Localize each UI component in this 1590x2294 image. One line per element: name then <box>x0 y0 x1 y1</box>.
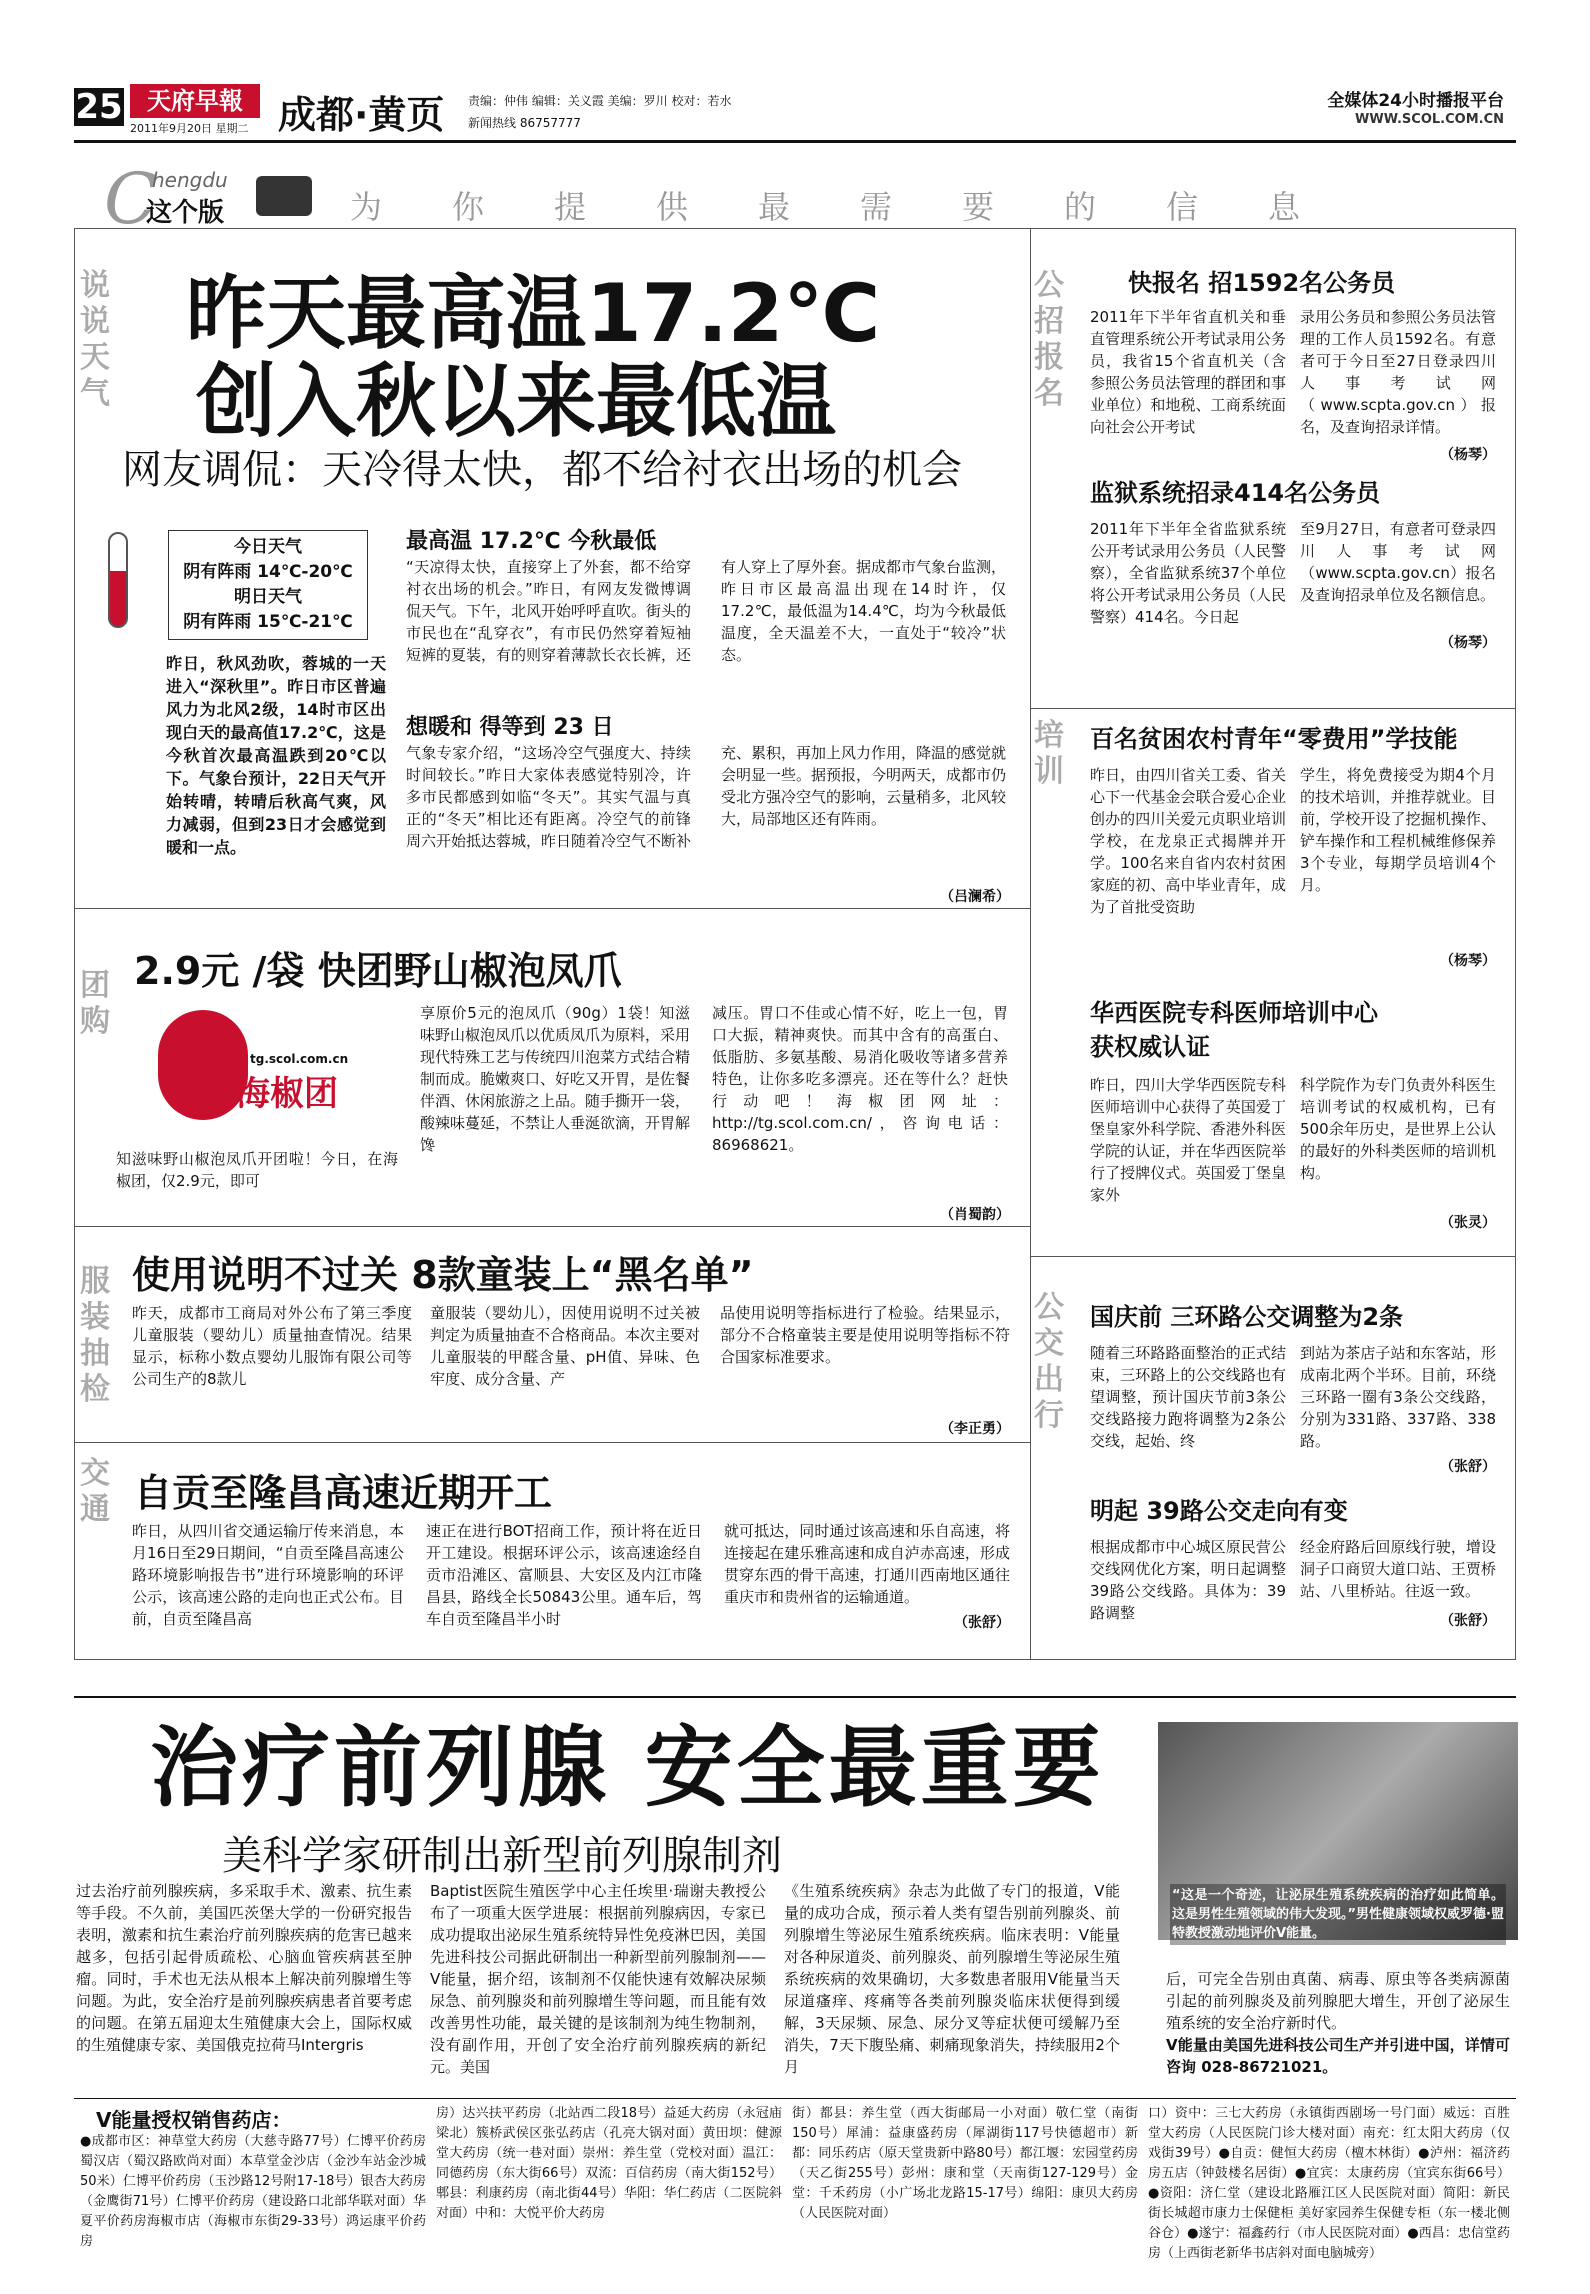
telephone-icon <box>256 176 312 216</box>
training-text-2-right: 科学院作为专门负责外科医生培训考试的权威机构，已有500余年历史，是世界上公认的最好的外科类医师的培训机构。 <box>1300 1076 1496 1182</box>
shops-title: V能量授权销售药店： <box>96 2108 292 2132</box>
label-training: 培训 <box>1034 718 1064 789</box>
section-title: 成都·黄页 <box>278 93 445 137</box>
weather-subhead-b: 想暖和 得等到 23 日 <box>406 715 614 740</box>
groupbuy-text-mid: 享原价5元的泡凤爪（90g）1袋！知滋味野山椒泡凤爪以优质凤爪为原料，采用现代特殊工艺与传统四川泡菜方式结合精制而成。脆嫩爽口、好吃又开胃，是佐餐伴酒、休闲旅游之上品。随手撕开一袋，酸辣味蔓延，不禁让人垂涎欲滴，开胃解馋 <box>420 1004 691 1154</box>
tomorrow-forecast: 阴有阵雨 15℃-21℃ <box>183 612 353 632</box>
groupbuy-brand-url: tg.scol.com.cn <box>250 1052 349 1066</box>
column-divider <box>1030 228 1031 1660</box>
bus-byline-1: （张舒） <box>1440 1459 1496 1475</box>
weather-subtitle: 网友调侃：天冷得太快，都不给衬衣出场的机会 <box>122 447 962 493</box>
banner-slogan: 为你提供最需要的信息 <box>350 188 1371 226</box>
ad-column-3: 《生殖系统疾病》杂志为此做了专门的报道，V能量的成功合成，预示着人类有望告别前列腺炎、前列腺增生等泌尿生殖系统疾病。临床表明：V能量对各种尿道炎、前列腺炎、前列腺增生等泌尿生殖系统疾病的效果确切，大多数患者服用V能量当天尿道瘙痒、疼痛等各类前列腺炎临床状便得到缓解，3天尿频、尿急、尿分叉等症状便可缓解乃至消失，7天下腹坠痛、刺痛现象消失，持续服用2个月 <box>784 1882 1120 2076</box>
traffic-text-right: 就可抵达，同时通过该高速和乐自高速，将连接起在建乐雅高速和成自泸赤高速，形成贯穿东西的骨干高速，打通川西南地区通往重庆市和贵州省的运输通道。 <box>724 1522 1010 1606</box>
issue-date: 2011年9月20日 星期二 <box>130 122 249 135</box>
bus-text-1-right: 到站为茶店子站和东客站，形成南北两个半环。目前，环绕三环路一圈有3条公交线路，分别为331路、337路、338路。 <box>1300 1344 1496 1450</box>
training-byline-2: （张灵） <box>1440 1215 1496 1231</box>
recruit-headline-2: 监狱系统招录414名公务员 <box>1090 479 1381 507</box>
ad-headline: 治疗前列腺 安全最重要 <box>150 1716 1105 1819</box>
groupbuy-text-left: 知滋味野山椒泡凤爪开团啦！今日，在海椒团，仅2.9元，即可 <box>116 1150 398 1190</box>
bus-text-1-left: 随着三环路路面整治的正式结束，三环路上的公交线路也有望调整，预计国庆节前3条公交线路接力跑将调整为2条公交线，起始、终 <box>1090 1344 1286 1450</box>
header-rule <box>74 140 1516 143</box>
thermometer-icon <box>108 532 128 628</box>
page-number: 25 <box>75 87 123 127</box>
label-traffic: 交通 <box>80 1456 110 1527</box>
weather-byline: （吕澜希） <box>940 889 1010 905</box>
recruit-text-1-right: 录用公务员和参照公务员法管理的工作人员1592名。有意者可于今日至27日登录四川人事考试网（www.scpta.gov.cn）报名，及查询招录详情。 <box>1300 308 1496 436</box>
divider-weather <box>74 908 1030 909</box>
divider-training <box>1030 1256 1516 1257</box>
tomorrow-label: 明日天气 <box>234 587 302 607</box>
shops-list-1: ●成都市区：神草堂大药房（大慈寺路77号）仁博平价药房蜀汉店（蜀汉路欧尚对面）本草堂金沙店（金沙车站金沙城50米）仁博平价药房（玉沙路12号附17-18号）银杏大药房（金鹰街71号）仁博平价药房（建设路口北部华联对面）华夏平价药房海椒市店（海椒市东街29-33号）鸿运康平价药房 <box>80 2134 426 2249</box>
label-groupbuy: 团购 <box>80 968 110 1039</box>
training-text-1-right: 学生，将免费接受为期4个月的技术培训，并推荐就业。目前，学校开设了挖掘机操作、铲车操作和工程机械维修保养3个专业，每期学员培训4个月。 <box>1300 766 1496 894</box>
groupbuy-brand: 海椒团 <box>236 1074 338 1114</box>
chengdu-word: hengdu <box>152 168 228 192</box>
label-clothing: 服装抽检 <box>80 1264 110 1407</box>
photo-caption: “这是一个奇迹，让泌尿生殖系统疾病的治疗如此简单。这是男性生殖领域的伟大发现。”男性健康领域权威罗德·盟特教授激动地评价V能量。 <box>1170 1884 1506 1945</box>
ad-rule <box>74 1696 1516 1698</box>
recruit-byline-2: （杨琴） <box>1440 635 1496 651</box>
ad-column-1: 过去治疗前列腺疾病，多采取手术、激素、抗生素等手段。不久前，美国匹茨堡大学的一份研究报告表明，激素和抗生素治疗前列腺疾病的危害已越来越多，包括引起骨质疏松、心脑血管疾病甚至肿瘤。同时，手术也无法从根本上解决前列腺增生等问题。为此，安全治疗是前列腺疾病患者首要考虑的问题。在第五届迎太生殖健康大会上，国际权威的生殖健康专家、美国俄克拉荷马Intergris <box>76 1882 412 2054</box>
today-label: 今日天气 <box>234 537 302 557</box>
recruit-text-2-left: 2011年下半年全省监狱系统公开考试录用公务员（人民警察），全省监狱系统37个单位将公开考试录用公务员（人民警察）414名。今日起 <box>1090 520 1286 626</box>
weather-headline-1: 昨天最高温17.2℃ <box>186 267 881 360</box>
training-headline-1: 百名贫困农村青年“零费用”学技能 <box>1090 725 1458 753</box>
weather-text-a: “天凉得太快，直接穿上了外套，都不给穿衬衣出场的机会。”昨日，有网友发微博调侃天气。下午，北风开始呼呼直吹。街头的市民也在“乱穿衣”，有市民仍然穿着短袖短裤的夏装，有的则穿着薄款长衣长裤，还有人穿上了厚外套。据成都市气象台监测，昨日市区最高温出现在14时许，仅17.2℃，最低温为14.4℃，均为今秋最低温度，全天温差不大，一直处于“较冷”状态。 <box>406 558 1007 664</box>
divider-recruit <box>1030 708 1516 709</box>
hotline: 新闻热线 86757777 <box>468 116 581 130</box>
ad-column-2: Baptist医院生殖医学中心主任埃里·瑞谢夫教授公布了一项重大医学进展：根据前列腺病因，专家已成功提取出泌尿生殖系统特异性免疫淋巴因，美国先进科技公司据此研制出一种新型前列腺制剂——V能量，据介绍，该制剂不仅能快速有效解决尿频尿急、前列腺炎和前列腺增生等问题，而且能有效改善男性功能，最关键的是该制剂为纯生物制剂，没有副作用，开创了安全治疗前列腺疾病的新纪元。美国 <box>430 1882 766 2076</box>
groupbuy-text-right: 减压。胃口不佳或心情不好，吃上一包，胃口大振，精神爽快。而其中含有的高蛋白、低脂肪、多氨基酸、易消化吸收等诸多营养特色，让你多吃多漂亮。还在等什么？赶快行动吧！海椒团网址：http://tg.scol.com.cn/，咨询电话：86968621。 <box>712 1004 1008 1154</box>
ad-subtitle: 美科学家研制出新型前列腺制剂 <box>222 1833 782 1879</box>
clothing-byline: （李正勇） <box>940 1421 1010 1437</box>
recruit-byline-1: （杨琴） <box>1440 447 1496 463</box>
website-link[interactable]: WWW.SCOL.COM.CN <box>1355 112 1504 127</box>
recruit-text-1-left: 2011年下半年省直机关和垂直管理系统公开考试录用公务员，我省15个省直机关（含参照公务员法管理的群团和事业单位）和地税、工商系统面向社会公开考试 <box>1090 308 1286 436</box>
label-bus: 公交出行 <box>1034 1290 1064 1433</box>
chili-mascot-icon <box>158 1010 248 1120</box>
training-text-1-left: 昨日，由四川省关工委、省关心下一代基金会联合爱心企业创办的四川关爱元贞职业培训学校，在龙泉正式揭牌并开学。100名来自省内农村贫困家庭的初、高中毕业青年，成为了首批受资助 <box>1090 766 1286 916</box>
editor-info <box>468 90 731 134</box>
training-byline-1: （杨琴） <box>1440 953 1496 969</box>
bus-headline-2: 明起 39路公交走向有变 <box>1090 1497 1348 1525</box>
groupbuy-byline: （肖蜀韵） <box>940 1207 1010 1223</box>
chengdu-c-letter: C <box>104 158 158 240</box>
training-headline-2b: 获权威认证 <box>1090 1033 1210 1061</box>
label-weather: 说说天气 <box>80 268 110 411</box>
newspaper-logo: 天府早報 <box>130 84 260 118</box>
bus-text-2-left: 根据成都市中心城区原民营公交线网优化方案，明日起调整39路公交线路。具体为：39路调整 <box>1090 1538 1286 1622</box>
forecast-box <box>168 530 368 640</box>
label-recruit: 公招报名 <box>1034 268 1064 411</box>
weather-text-b: 气象专家介绍，“这场冷空气强度大、持续时间较长。”昨日大家体表感觉特别冷，许多市民都感到如临“冬天”。其实气温与真正的“冬天”相比还有距离。冷空气的前锋周六开始抵达蓉城，昨日随着冷空气不断补充、累积，再加上风力作用，降温的感觉就会明显一些。据预报，今明两天，成都市仍受北方强冷空气的影响，云量稍多，北风较大，局部地区还有阵雨。 <box>406 744 1007 850</box>
training-headline-2a: 华西医院专科医师培训中心 <box>1090 999 1378 1027</box>
traffic-text-mid: 速正在进行BOT招商工作，预计将在近日开工建设。根据环评公示，该高速途经自贡市沿滩区、富顺县、大安区及内江市隆昌县，路线全长50843公里。通车后，驾车自贡至隆昌半小时 <box>426 1522 702 1628</box>
shops-list-3: 街）都县：养生堂（西大街邮局一小对面）敬仁堂（南街150号）犀浦：益康盛药房（犀湖街117号快德超市）新都：同乐药店（原天堂贵新中路80号）都江堰：宏园堂药房（天乙街255号）彭州：康和堂（天南街127-129号）金堂：千禾药房（小广场北龙路15-17号）绵阳：康贝大药房（人民医院对面） <box>792 2106 1138 2221</box>
weather-subhead-a: 最高温 17.2℃ 今秋最低 <box>406 529 657 554</box>
shops-list-4: 口）资中：三七大药房（永镇街西剧场一号门面）威远：百胜堂大药房（人民医院门诊大楼对面）南充：红太阳大药房（仅戏街39号）●自贡：健恒大药房（檀木林街）●泸州：福济药房五店（钟鼓楼名居街）●宜宾：太康药房（宜宾东街66号）●资阳：济仁堂（建设北路雁江区人民医院对面）简阳：新民街长城超市康力士保健柜 美好家园养生保健专柜（东一楼北侧谷仓）●遂宁：福鑫药行（市人民医院对面）●西昌：忠信堂药房（上西街老新华书店斜对面电脑城旁） <box>1148 2106 1510 2261</box>
divider-clothing <box>74 1442 1030 1443</box>
recruit-text-2-right: 至9月27日，有意者可登录四川人事考试网（www.scpta.gov.cn）报名及查询招录单位及名额信息。 <box>1300 520 1496 604</box>
ad-column-4: 后，可完全告别由真菌、病毒、原虫等各类病源菌引起的前列腺炎及前列腺肥大增生，开创了泌尿生殖系统的安全治疗新时代。 <box>1166 1970 1510 2032</box>
this-version-label: 这个版 <box>146 198 225 228</box>
divider-groupbuy <box>74 1226 1030 1227</box>
shops-rule <box>74 2098 1516 2099</box>
traffic-text-left: 昨日，从四川省交通运输厅传来消息，本月16日至29日期间，“自贡至隆昌高速公路环境影响报告书”进行环境影响的环评公示，该高速公路的走向也正式公布。目前，自贡至隆昌高 <box>132 1522 404 1628</box>
training-text-2-left: 昨日，四川大学华西医院专科医师培训中心获得了英国爱丁堡皇家外科学院、香港外科医学院的认证，并在华西医院举行了授牌仪式。英国爱丁堡皇家外 <box>1090 1076 1286 1204</box>
traffic-byline: （张舒） <box>954 1615 1010 1631</box>
clothing-text-left: 昨天，成都市工商局对外公布了第三季度儿童服装（婴幼儿）质量抽查情况。结果显示，标称小数点婴幼儿服饰有限公司等公司生产的8款儿 <box>132 1304 412 1388</box>
bus-headline-1: 国庆前 三环路公交调整为2条 <box>1090 1303 1404 1331</box>
editors: 责编：仲伟 编辑：关义霞 美编：罗川 校对：若水 <box>468 94 732 108</box>
clothing-headline: 使用说明不过关 8款童装上“黑名单” <box>132 1253 754 1297</box>
clothing-text-right: 品使用说明等指标进行了检验。结果显示，部分不合格童装主要是使用说明等指标不符合国家标准要求。 <box>720 1304 1010 1366</box>
clothing-text-mid: 童服装（婴幼儿），因使用说明不过关被判定为质量抽查不合格商品。本次主要对儿童服装的甲醛含量、pH值、异味、色牢度、成分含量、产 <box>430 1304 701 1388</box>
recruit-headline-1: 快报名 招1592名公务员 <box>1128 269 1396 297</box>
weather-lead: 昨日，秋风劲吹，蓉城的一天进入“深秋里”。昨日市区普遍风力为北风2级，14时市区出现白天的最高值17.2℃，这是今秋首次最高温跌到20℃以下。气象台预计，22日天气开始转晴，转晴后秋高气爽，风力减弱，但到23日才会感觉到暖和一点。 <box>166 654 386 857</box>
today-forecast: 阴有阵雨 14℃-20℃ <box>183 562 353 582</box>
bus-text-2-right: 经金府路后回原线行驶，增设洞子口商贸大道口站、王贾桥站、八里桥站。往返一致。 <box>1300 1538 1496 1600</box>
ad-contact-note: V能量由美国先进科技公司生产并引进中国，详情可咨询 028-86721021。 <box>1166 2036 1510 2076</box>
weather-headline-2: 创入秋以来最低温 <box>196 355 836 448</box>
shops-list-2: 房）达兴扶平药房（北站西二段18号）益延大药房（永冠庙梁北）簇桥武侯区张弘药店（孔亮大锅对面）黄田坝：健源堂大药房（统一巷对面）崇州：养生堂（党校对面）温江：同德药房（东大街66号）双流：百信药房（南大街152号）郫县：利康药房（南北街44号）华阳：华仁药店（二医院斜对面）中和：大悦平价大药房 <box>436 2106 782 2221</box>
media-platform: 全媒体24小时播报平台 <box>1327 91 1504 111</box>
bus-byline-2: （张舒） <box>1440 1613 1496 1629</box>
traffic-headline: 自贡至隆昌高速近期开工 <box>134 1471 553 1515</box>
groupbuy-headline: 2.9元 /袋 快团野山椒泡凤爪 <box>134 949 622 993</box>
